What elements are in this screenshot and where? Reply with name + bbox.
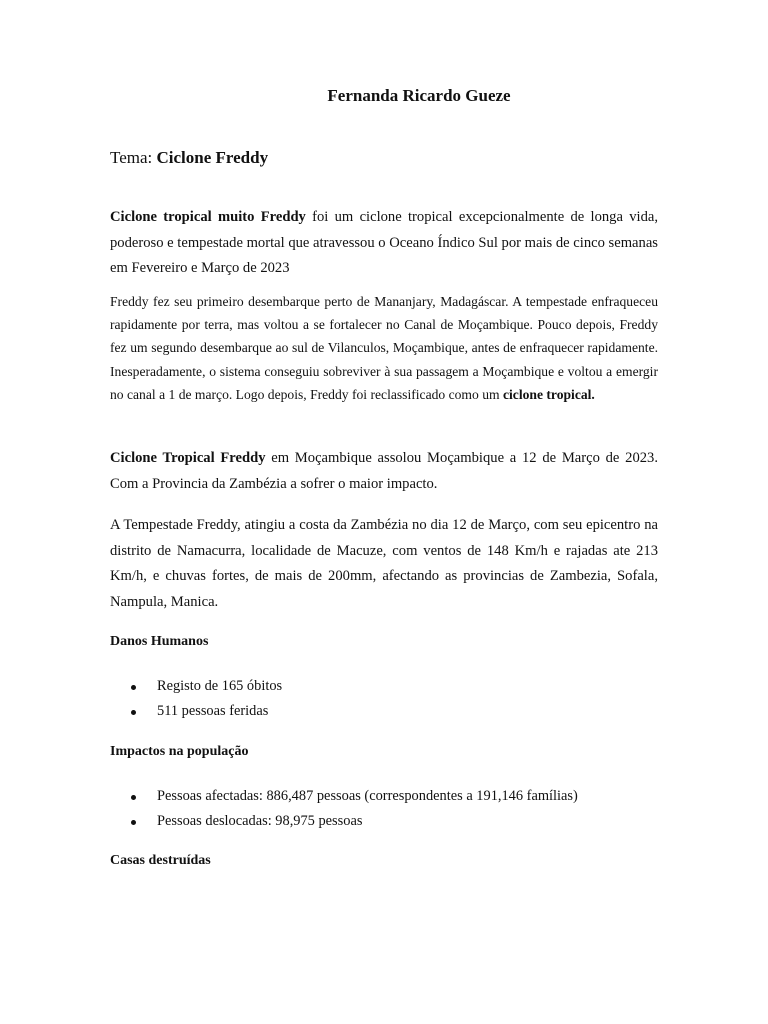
landfall-bold: ciclone tropical. [502, 386, 595, 402]
mozambique-paragraph [110, 446, 658, 497]
list-item-text: Registo de 165 óbitos [157, 678, 283, 694]
bullet-icon [131, 795, 136, 800]
zambezia-text: A Tempestade Freddy, atingiu a costa da Zambézia no dia 12 de Março, com seu epicentro na distrito de Namacurra, localidade de Macuze, com ventos de 148 Km/h e rajadas ate 213 Km/h, e chuvas fortes, de mais de 200mm, afectando as provincias de Zambezia, Sofala, Nampula, Manica. [110, 517, 658, 610]
mozambique-bold: Ciclone Tropical Freddy [110, 450, 266, 466]
bullet-icon [131, 710, 136, 715]
landfall-text: Freddy fez seu primeiro desembarque perto de Mananjary, Madagáscar. A tempestade enfraqueceu rapidamente por terra, mas voltou a se fortalecer no Canal de Moçambique. Pouco depois, Freddy fez um segundo desembarque ao sul de Vilanculos, Moçambique, antes de enfraquecer rapidamente. Inesperadamente, o sistema conseguiu sobreviver à sua passagem a Moçambique e voltou a emergir no canal a 1 de março. Logo depois, Freddy foi reclassificado como um [110, 294, 658, 402]
bullet-icon [131, 820, 136, 825]
section-heading-casas: Casas destruídas [110, 853, 211, 868]
zambezia-paragraph [110, 513, 658, 615]
list-item [110, 809, 578, 834]
theme-line [110, 148, 268, 168]
mozambique-text: em Moçambique assolou Moçambique a 12 de Março de 2023. Com a Provincia da Zambézia a sofrer o maior impacto. [110, 450, 658, 492]
intro-paragraph [110, 205, 658, 282]
list-item-text: Pessoas deslocadas: 98,975 pessoas [157, 813, 363, 829]
list-item-text: 511 pessoas feridas [157, 703, 269, 719]
landfall-paragraph [110, 290, 658, 406]
list-item [110, 784, 578, 809]
section-heading-danos: Danos Humanos [110, 634, 209, 649]
section-heading-impactos: Impactos na população [110, 744, 249, 759]
list-item-text: Pessoas afectadas: 886,487 pessoas (correspondentes a 191,146 famílias) [157, 788, 578, 804]
bullet-list-danos [110, 674, 282, 724]
list-item [110, 674, 282, 699]
bullet-list-impactos [110, 784, 578, 834]
intro-bold: Ciclone tropical muito Freddy [110, 209, 306, 225]
bullet-icon [131, 685, 136, 690]
intro-text: foi um ciclone tropical excepcionalmente de longa vida, poderoso e tempestade mortal que atravessou o Oceano Índico Sul por mais de cinco semanas em Fevereiro e Março de 2023 [110, 209, 658, 276]
theme-title: Ciclone Freddy [156, 148, 269, 167]
list-item [110, 699, 282, 724]
author-name: Fernanda Ricardo Gueze [327, 86, 511, 105]
theme-label: Tema: [110, 148, 153, 167]
